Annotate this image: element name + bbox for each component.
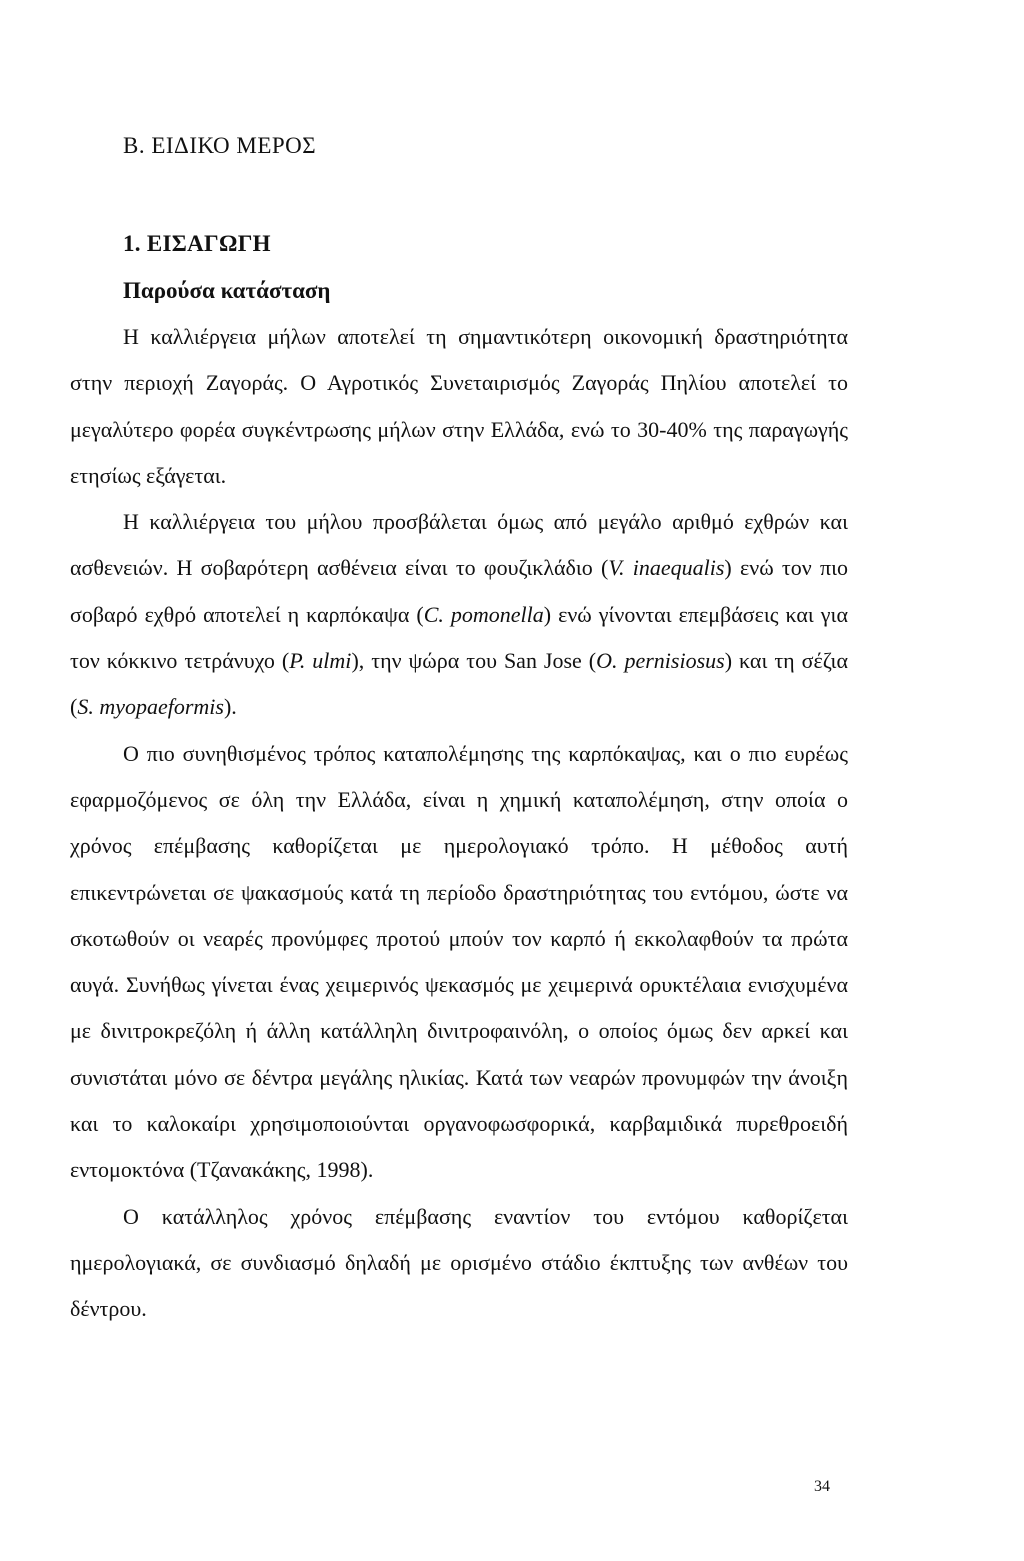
paragraph-2-text: Η καλλιέργεια του μήλου προσβάλεται όμως από μεγάλο αριθμό εχθρών και ασθενειών. Η σοβαρότερη ασθένεια είναι το φουζικλάδιο (	[70, 509, 848, 581]
paragraph-2-text: ) και τη σέζια (	[70, 648, 849, 720]
paragraph-2-text: ) ενώ τον πιο σοβαρό εχθρό αποτελεί η καρπόκαψα (	[70, 555, 848, 627]
species-name: O. pernisiosus	[596, 648, 725, 674]
paragraph-2	[70, 499, 848, 730]
paragraph-1-text: Η καλλιέργεια μήλων αποτελεί τη σημαντικότερη οικονομική δραστηριότητα στην περιοχή Ζαγοράς. Ο Αγροτικός Συνεταιρισμός Ζαγοράς Πηλίου αποτελεί το μεγαλύτερο φορέα συγκέντρωσης μήλων στην Ελλάδα, ενώ το 30-40% της παραγωγής ετησίως εξάγεται.	[70, 324, 848, 488]
paragraph-2-text: ) ενώ γίνονται επεμβάσεις και για τον κόκκινο τετράνυχο (	[70, 601, 848, 674]
paragraph-3: Ο πιο συνηθισμένος τρόπος καταπολέμησης της καρπόκαψας, και ο πιο ευρέως εφαρμοζόμενος σε όλη την Ελλάδα, είναι η χημική καταπολέμηση, στην οποία ο χρόνος επέμβασης καθορίζεται με ημερολογιακό τρόπο. Η μέθοδος αυτή επικεντρώνεται σε ψακασμούς κατά τη περίοδο δραστηριότητας του εντόμου, ώστε να σκοτωθούν οι νεαρές προνύμφες προτού μπούν τον καρπό ή εκκολαφθούν τα πρώτα αυγά. Συνήθως γίνεται ένας χειμερινός ψεκασμός με χειμερινά ορυκτέλαια ενισχυμένα με δινιτροκρεζόλη ή άλλη κατάλληλη δινιτροφαινόλη, ο οποίος όμως δεν αρκεί και συνιστάται μόνο σε δέντρα μεγάλης ηλικίας. Κατά των νεαρών προνυμφών την άνοιξη και το καλοκαίρι χρησιμοποιούνται οργανοφωσφορικά, καρβαμιδικά πυρεθροειδή εντομοκτόνα (Τζανακάκης, 1998).	[70, 740, 848, 1183]
species-name: S. myopaeformis	[77, 694, 224, 720]
species-name: V. inaequalis	[608, 555, 725, 581]
page-number: 34	[814, 1478, 830, 1495]
paragraph-1	[70, 314, 848, 499]
species-name: C. pomonella	[423, 601, 544, 627]
body-text	[70, 314, 848, 1333]
species-name: P. ulmi	[289, 648, 352, 674]
paragraph-2-text: ), την ψώρα του San Jose (	[351, 648, 597, 674]
paragraph-4: Ο κατάλληλος χρόνος επέμβασης εναντίον του εντόμου καθορίζεται ημερολογιακά, σε συνδιασμό δηλαδή με ορισμένο στάδιο έκπτυξης των ανθέων του δέντρου.	[70, 1203, 848, 1322]
section-title: Β. ΕΙΔΙΚΟ ΜΕΡΟΣ	[123, 133, 317, 158]
subheading: Παρούσα κατάσταση	[123, 278, 331, 303]
paragraph-2-text: ).	[223, 694, 237, 720]
chapter-title: 1. ΕΙΣΑΓΩΓΗ	[123, 231, 271, 256]
